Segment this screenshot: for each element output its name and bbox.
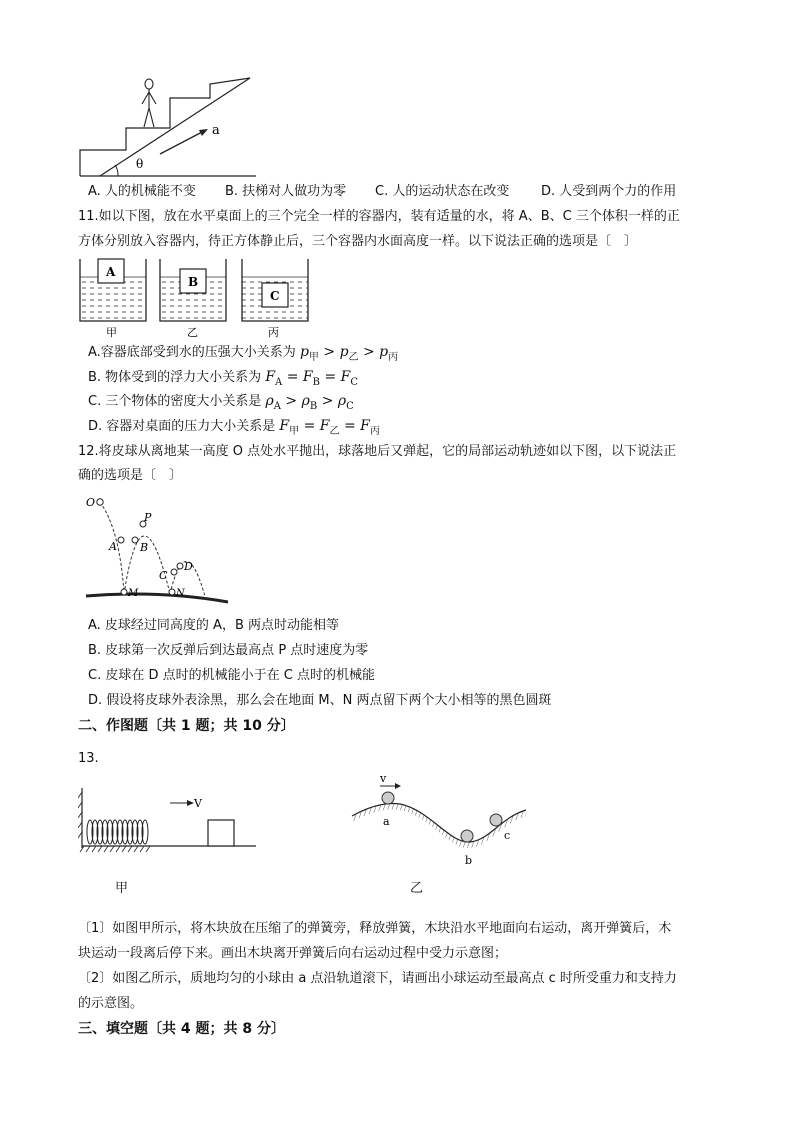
point-o-label: O xyxy=(86,496,96,509)
point-p-label: P xyxy=(144,511,152,524)
q13-part1-line2: 块运动一段离后停下来。画出木块离开弹簧后向右运动过程中受力示意图； xyxy=(78,946,508,961)
q11-option-d-math: $F_甲 = F_乙 = F_丙$ xyxy=(279,418,380,437)
q11-option-d xyxy=(88,417,380,441)
q11-option-c xyxy=(88,392,354,416)
point-b-track: b xyxy=(465,854,473,867)
ball-c xyxy=(490,814,502,826)
person-icon xyxy=(142,79,156,127)
section2-title: 二、作图题〔共 1 题；共 10 分〕 xyxy=(78,718,295,734)
q13-number: 13. xyxy=(78,751,99,766)
velocity-label-left: V xyxy=(194,797,202,810)
q13-part2-line2: 的示意图。 xyxy=(78,996,144,1011)
q12-stem-line2: 确的选项是〔 〕 xyxy=(78,468,183,483)
containers-figure xyxy=(74,255,319,341)
q11-option-a xyxy=(88,343,398,367)
q12-option-b: B. 皮球第一次反弹后到达最高点 P 点时速度为零 xyxy=(88,643,369,658)
point-c-track: c xyxy=(504,829,511,842)
q12-option-c: C. 皮球在 D 点时的机械能小于在 C 点时的机械能 xyxy=(88,668,375,683)
q13-caption-jia: 甲 xyxy=(115,881,129,896)
bounce-trajectory-figure xyxy=(80,490,240,610)
q11-stem-line2: 方体分别放入容器内，待正方体静止后，三个容器内水面高度一样。以下说法正确的选项是〔 〕 xyxy=(78,234,638,249)
block-b-label: B xyxy=(188,275,199,289)
point-b-label: B xyxy=(140,541,149,554)
q11-option-c-math: $\rho_A > \rho_B > \rho_C$ xyxy=(265,393,354,412)
q11-option-a-text: A.容器底部受到水的压强大小关系为 xyxy=(88,345,296,360)
q11-option-d-text: D. 容器对桌面的压力大小关系是 xyxy=(88,419,276,434)
wood-block xyxy=(208,820,234,846)
q13-part1-line1: 〔1〕如图甲所示，将木块放在压缩了的弹簧旁，释放弹簧，木块沿水平地面向右运动，离开弹簧后，木 xyxy=(78,921,672,936)
caption-jia: 甲 xyxy=(106,326,117,339)
block-a-label: A xyxy=(106,265,116,279)
q12-option-d: D. 假设将皮球外表涂黑，那么会在地面 M、N 两点留下两个大小相等的黑色圆斑 xyxy=(88,693,552,708)
point-c-label: C xyxy=(159,569,168,582)
spring-block-figure xyxy=(78,784,258,854)
q10-option-a: A. 人的机械能不变 xyxy=(88,184,196,199)
point-m-label: M xyxy=(128,588,139,599)
acceleration-arrow xyxy=(160,131,204,154)
q11-option-c-text: C. 三个物体的密度大小关系是 xyxy=(88,394,262,409)
q10-option-c: C. 人的运动状态在改变 xyxy=(375,184,510,199)
wavy-track-figure xyxy=(350,772,530,872)
q11-option-b-text: B. 物体受到的浮力大小关系为 xyxy=(88,370,262,385)
q13-part2-line1: 〔2〕如图乙所示，质地均匀的小球由 a 点沿轨道滚下，请画出小球运动至最高点 c 时所受重力和支持力 xyxy=(78,971,677,986)
angle-label: θ xyxy=(136,157,144,171)
block-c-label: C xyxy=(270,289,280,303)
ball-b xyxy=(461,830,473,842)
q12-option-a: A. 皮球经过同高度的 A，B 两点时动能相等 xyxy=(88,618,340,633)
q12-stem-line1: 12.将皮球从离地某一高度 O 点处水平抛出，球落地后又弹起，它的局部运动轨迹如以下图，以下说法正 xyxy=(78,444,677,459)
accel-label: a xyxy=(212,123,220,138)
caption-bing: 丙 xyxy=(268,326,279,339)
spring-icon xyxy=(87,820,148,844)
q11-option-b xyxy=(88,368,358,392)
q11-option-a-math: $p_甲 > p_乙 > p_丙$ xyxy=(299,344,399,363)
caption-yi: 乙 xyxy=(187,326,198,339)
point-d-label: D xyxy=(184,560,193,573)
point-a-label: A xyxy=(109,540,117,553)
q10-option-d: D. 人受到两个力的作用 xyxy=(541,184,677,199)
container-yi xyxy=(160,259,226,321)
velocity-label-right: v xyxy=(380,772,387,785)
ball-a xyxy=(382,792,394,804)
q11-stem-line1: 11.如以下图，放在水平桌面上的三个完全一样的容器内，装有适量的水，将 A、B、C 三个体积一样的正 xyxy=(78,209,680,224)
q10-option-b: B. 扶梯对人做功为零 xyxy=(225,184,347,199)
escalator-figure xyxy=(78,72,258,180)
section3-title: 三、填空题〔共 4 题；共 8 分〕 xyxy=(78,1021,285,1037)
point-a-track: a xyxy=(383,815,390,828)
q11-option-b-math: $F_A = F_B = F_C$ xyxy=(265,369,359,388)
q13-caption-yi: 乙 xyxy=(410,881,424,896)
point-n-label: N xyxy=(176,588,185,599)
